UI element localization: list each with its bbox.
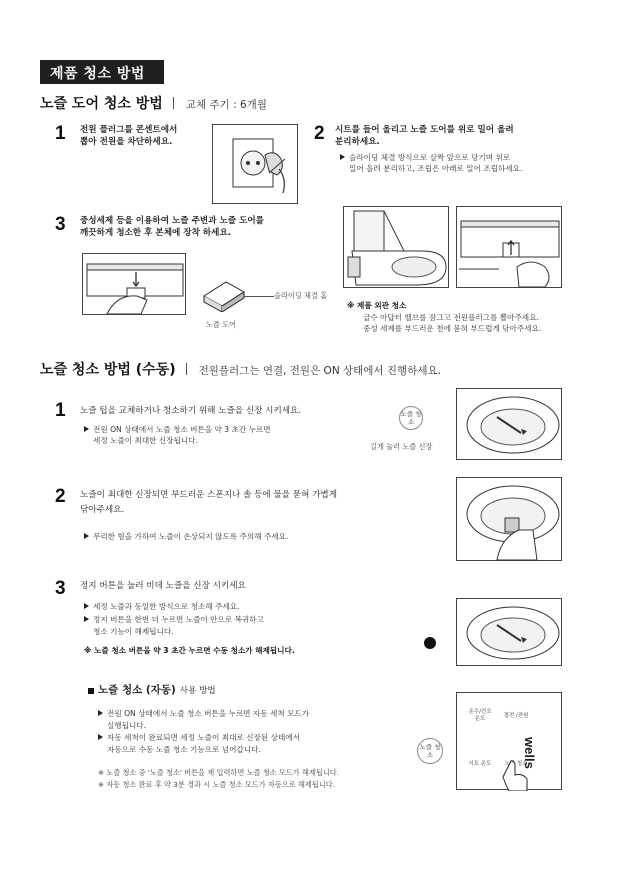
auto-note: 자동 세척이 완료되면 세정 노즐이 최대로 신장된 상태에서 [98,732,300,743]
nozzle-stop-illustration [456,598,562,666]
step-number: 3 [55,214,66,235]
auto-note: 전원 ON 상태에서 노즐 청소 버튼을 누르면 자동 세척 모드가 [98,708,309,719]
seat-lift-illustration [343,206,449,288]
step-text: 정지 버튼을 눌러 비데 노즐을 신장 시키세요 [80,581,246,591]
step-note: 정지 버튼을 한번 더 누르면 노즐이 안으로 복귀하고 [84,614,264,625]
bullet-arrow-icon [340,154,345,160]
door-lift-illustration [456,206,562,288]
step-note: 무리한 힘을 가하여 노즐이 손상되지 않도록 주의해 주세요. [84,531,288,542]
bullet-arrow-icon [84,603,89,609]
section-title-door-text: 노즐 도어 청소 방법 [40,96,163,112]
step-number: 3 [55,578,66,599]
section-title-manual [40,359,441,379]
exterior-title: ※ 제품 외관 청소 [347,301,407,310]
panel-button-power[interactable]: 절전 /전원 [503,712,529,719]
step-note: 전원 ON 상태에서 노즐 청소 버튼을 약 3 초간 누르면 [84,424,271,435]
page-banner: 제품 청소 방법 [40,60,164,84]
bullet-arrow-icon [84,616,89,622]
stop-button-icon[interactable] [424,637,436,649]
step-text: 깨끗하게 청소한 후 본체에 장착 하세요. [80,228,232,238]
section-title-auto: 노즐 청소 (자동) 사용 방법 [98,684,216,696]
step-note: 세정 노즐이 최대한 신장됩니다. [93,436,199,445]
section-title-manual-text: 노즐 청소 방법 (수동) [40,362,176,378]
step-text: 뽑아 전원을 차단하세요. [80,137,173,147]
auto-footnote: ※ 노즐 청소 중 '노즐 청소' 버튼을 재 입력하면 노즐 청소 모드가 해제됩니다. [98,768,340,777]
step-number: 2 [55,486,66,507]
step-text: 중성세제 등을 이용하여 노즐 주변과 노즐 도어를 [80,216,264,226]
panel-button-nozzle-clean[interactable]: 노즐 청소 [504,760,528,767]
label-nozzle-door: 노즐 도어 [206,320,237,329]
panel-button-warm[interactable]: 온수/건조 온도 [468,709,492,722]
step-number: 2 [314,123,325,144]
step-number: 1 [55,400,66,421]
step-note: 청소 기능이 해제됩니다. [93,627,174,636]
nozzle-clean-auto-button[interactable]: 노즐 청소 [417,738,443,764]
section-subtitle-manual: 전원플러그는 연결, 전원은 ON 상태에서 진행하세요. [198,365,441,377]
button-caption: 길게 눌러 노즐 신장 [370,442,433,451]
control-panel-illustration [456,692,562,790]
section-title-door [40,93,267,113]
panel-button-seat-temp[interactable]: 시트 온도 [468,760,492,767]
callout-line [244,296,274,297]
step-text: 노즐이 최대한 신장되면 부드러운 스폰지나 솔 등에 물을 묻혀 가볍게 [80,490,338,500]
step-text: 시트를 들어 올리고 노즐 도어를 위로 밀어 올려 [335,125,514,135]
bullet-arrow-icon [98,734,103,740]
brand-logo: wells [522,737,537,769]
section-bullet-icon [88,688,94,694]
bullet-arrow-icon [98,710,103,716]
exterior-note: 급수 아답터 밸브를 잠그고 전원플러그를 뽑아주세요. [363,313,539,322]
step-note: 슬라이딩 체결 방식으로 살짝 앞으로 당기며 위로 [340,152,510,163]
nozzle-sponge-illustration [456,477,562,561]
manual-warning: ※ 노즐 청소 버튼을 약 3 초간 누르면 수동 청소가 해제됩니다. [84,646,295,655]
nozzle-clean-button[interactable]: 노즐 청소 [399,406,423,430]
exterior-note: 중성 세제를 부드러운 천에 묻혀 부드럽게 닦아주세요. [363,324,542,333]
label-sliding-groove: 슬라이딩 체결 홈 [274,291,328,300]
step-text: 전원 플러그를 콘센트에서 [80,125,178,135]
section-subtitle-door: 교체 주기 : 6개월 [185,99,267,111]
auto-footnote: ※ 자동 청소 완료 후 약 3분 경과 시 노즐 청소 모드가 자동으로 해제됩니다. [98,780,335,789]
pointing-hand-icon [501,759,531,791]
auto-note: 실행됩니다. [107,721,147,730]
bullet-arrow-icon [84,533,89,539]
step-number: 1 [55,123,66,144]
auto-note: 자동으로 수동 노즐 청소 기능으로 넘어갑니다. [107,745,261,754]
step-note: 밀어 올려 분리하고, 조립은 아래로 밀어 조립하세요. [349,164,523,173]
outlet-illustration [212,124,298,204]
nozzle-door-part [200,276,248,312]
step-text: 닦아주세요. [80,505,125,515]
step-note: 세정 노즐과 동일한 방식으로 청소해 주세요. [84,601,240,612]
nozzle-door-illustration [82,253,186,315]
bullet-arrow-icon [84,426,89,432]
step-text: 노즐 팁을 교체하거나 청소하기 위해 노즐을 신장 시키세요. [80,406,302,416]
step-text: 분리하세요. [335,137,380,147]
nozzle-extend-illustration [456,388,562,460]
